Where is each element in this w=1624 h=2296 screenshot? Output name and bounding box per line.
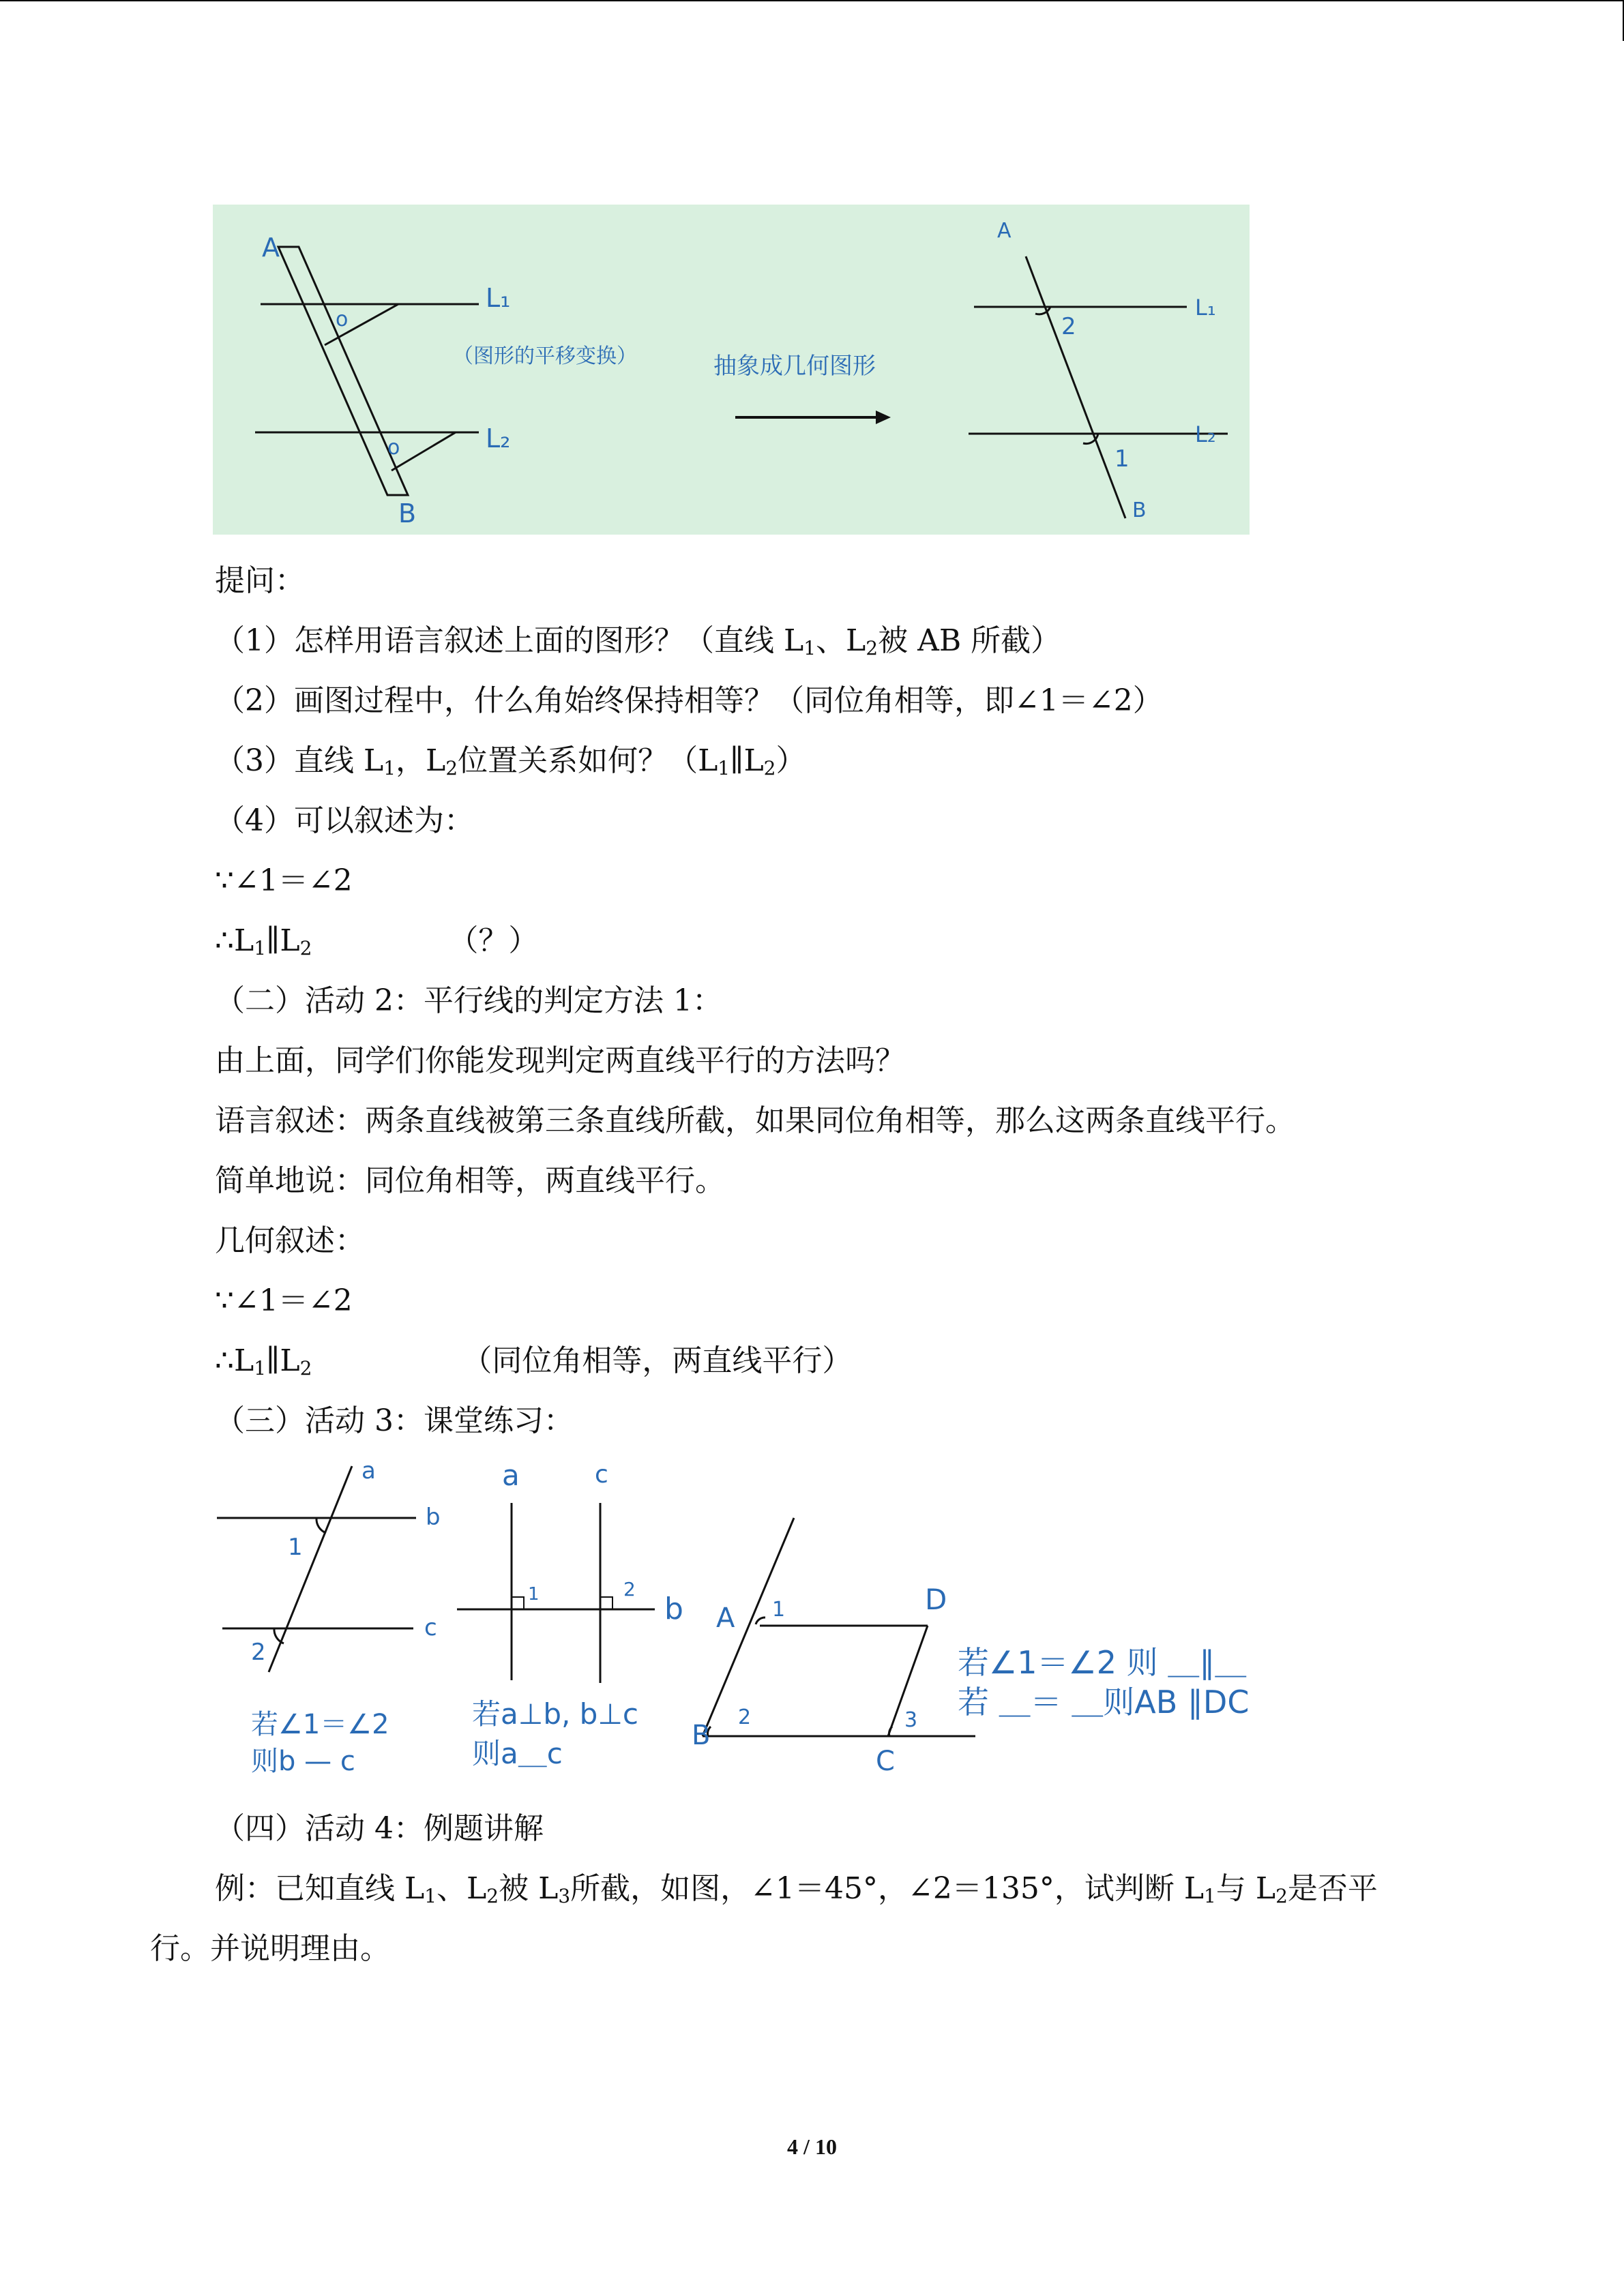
ex3-label-A: A (716, 1602, 735, 1634)
ex2-conclusion: 则a＿c (472, 1737, 563, 1770)
ex1-label-b: b (426, 1504, 441, 1531)
example-line-1: 例：已知直线 $L_1$、$L_2$被 $L_3$所截，如图，∠1＝45°，∠2＝135°，试判断 $L_1$与 $L_2$是否平 (215, 1871, 1378, 1907)
ex1-angle-arc-1 (316, 1518, 326, 1533)
because-statement-2: ∵∠1＝∠2 (215, 1283, 353, 1318)
ex2-label-a: a (502, 1459, 520, 1492)
ex1-label-a: a (361, 1457, 376, 1485)
therefore-statement-1: $\therefore L_1\parallel L_2$ （？） (215, 923, 539, 959)
ex3-question-2: 若 ＿＝ ＿则AB ∥DC (958, 1684, 1250, 1720)
ex3-label-2: 2 (738, 1705, 752, 1729)
label-A-left: A (262, 233, 280, 263)
label-B-right: B (1132, 498, 1147, 522)
label-L2-left: L₂ (486, 423, 511, 453)
question-heading: 提问： (215, 563, 305, 598)
ex3-label-3: 3 (904, 1708, 918, 1732)
ex1-label-c: c (424, 1614, 437, 1641)
example-line-2: 行。并说明理由。 (150, 1931, 390, 1966)
label-B-left: B (398, 498, 417, 528)
ex1-conclusion: 则b — c (251, 1746, 355, 1777)
question-2: （2）画图过程中，什么角始终保持相等？（同位角相等，即∠1＝∠2） (215, 683, 1163, 718)
discover-question: 由上面，同学们你能发现判定两直线平行的方法吗？ (215, 1043, 905, 1078)
ex3-angle-arc-1 (756, 1617, 765, 1624)
exercise-figures (213, 1455, 1318, 1789)
ex2-label-2: 2 (623, 1578, 636, 1600)
label-L1-left: L₁ (486, 283, 511, 313)
label-angle-2: 2 (1061, 313, 1076, 340)
verbal-statement: 语言叙述：两条直线被第三条直线所截，如果同位角相等，那么这两条直线平行。 (215, 1103, 1295, 1138)
ex3-label-C: C (876, 1746, 895, 1777)
ex1-condition: 若∠1＝∠2 (251, 1709, 389, 1740)
question-4: （4）可以叙述为： (215, 803, 474, 838)
exercise-figure-3 (692, 1518, 1249, 1777)
activity-2-heading: （二）活动 2：平行线的判定方法 1： (215, 983, 722, 1018)
because-statement-1: ∵∠1＝∠2 (215, 863, 353, 898)
ex2-label-1: 1 (528, 1584, 540, 1605)
activity-4-heading: （四）活动 4：例题讲解 (215, 1811, 544, 1846)
geometric-heading: 几何叙述： (215, 1223, 365, 1258)
ex2-right-angle-2 (600, 1597, 612, 1609)
ex2-label-b: b (664, 1592, 683, 1626)
label-L2-right: L₂ (1195, 421, 1216, 447)
label-A-right: A (997, 219, 1012, 243)
label-L1-right: L₁ (1195, 295, 1216, 320)
simple-statement: 简单地说：同位角相等，两直线平行。 (215, 1163, 725, 1198)
ex3-label-B: B (692, 1720, 711, 1751)
ex2-condition: 若a⊥b, b⊥c (472, 1697, 639, 1731)
page-top-border (0, 0, 1623, 1)
ex3-label-1: 1 (772, 1598, 786, 1622)
label-o-top: o (336, 308, 349, 331)
ex2-right-angle-1 (512, 1597, 524, 1609)
activity-3-heading: （三）活动 3：课堂练习： (215, 1403, 574, 1438)
therefore-statement-2: $\therefore L_1\parallel L_2$ （同位角相等，两直线平行） (215, 1343, 853, 1380)
label-o-bottom: o (387, 436, 400, 460)
ex1-label-1: 1 (288, 1534, 303, 1561)
ex1-label-2: 2 (251, 1639, 266, 1666)
question-1: （1）怎样用语言叙述上面的图形？（直线 $L_1$、$L_2$被 AB 所截） (215, 623, 1061, 659)
exercise-figure-2 (457, 1459, 683, 1770)
label-angle-1: 1 (1114, 445, 1130, 473)
translation-figure (213, 205, 1250, 535)
exercise-figure-1 (217, 1457, 441, 1777)
caption-abstract: 抽象成几何图形 (713, 353, 876, 380)
question-3: （3）直线 $L_1$，$L_2$位置关系如何？$(L_1\parallel L_2)$ (215, 743, 806, 779)
caption-transform: （图形的平移变换） (453, 344, 637, 368)
ex3-question-1: 若∠1＝∠2 则 ＿∥＿ (958, 1644, 1247, 1681)
ex2-label-c: c (595, 1461, 608, 1489)
page-number: 4 / 10 (787, 2134, 837, 2159)
ex3-label-D: D (925, 1583, 947, 1616)
